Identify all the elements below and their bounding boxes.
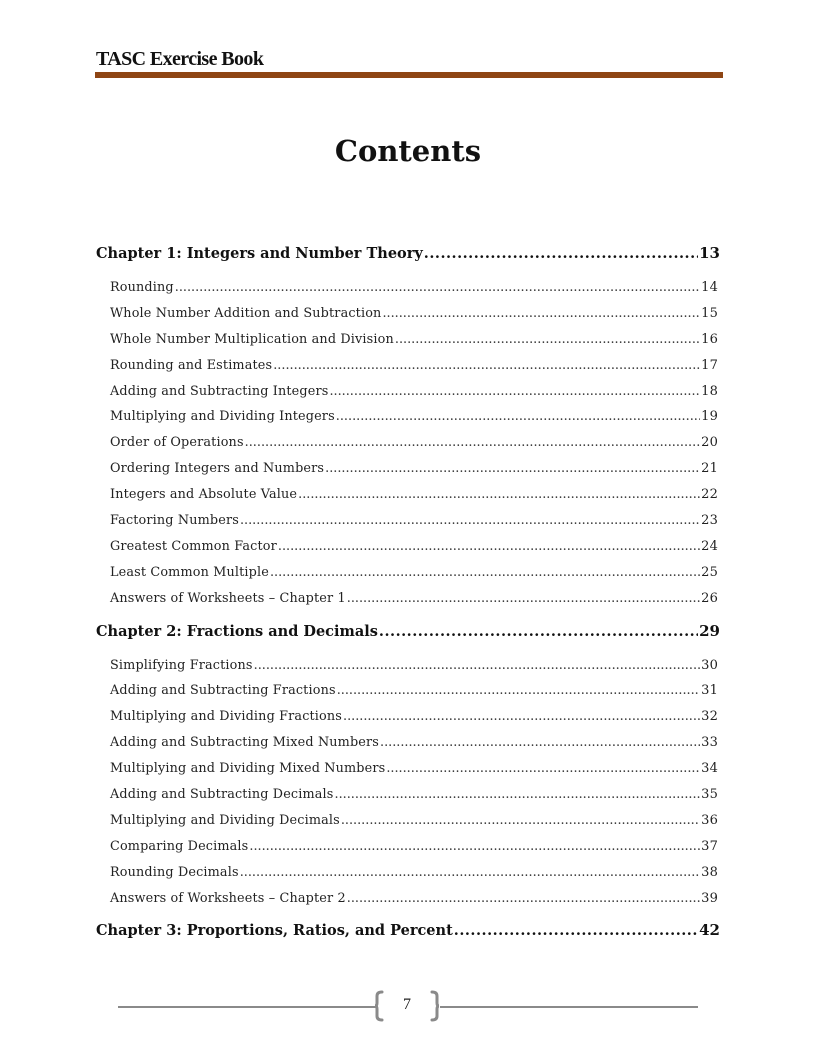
dot-leader (347, 886, 700, 912)
dot-leader (379, 619, 698, 644)
toc-entry[interactable] (96, 586, 720, 612)
entry-page: 21 (701, 461, 718, 477)
toc-entry[interactable] (96, 456, 720, 482)
entry-title: Rounding (110, 280, 174, 295)
entry-title: Answers of Worksheets – Chapter 1 (110, 590, 346, 606)
entry-title: Whole Number Multiplication and Division (110, 331, 394, 347)
chapter-page: 13 (699, 244, 720, 262)
toc-entry[interactable] (96, 808, 720, 834)
dot-leader (424, 241, 698, 266)
entry-title: Whole Number Addition and Subtraction (110, 305, 382, 321)
entry-page: 32 (701, 709, 718, 725)
dot-leader (249, 834, 700, 860)
toc-entry[interactable] (96, 327, 720, 353)
entry-page: 38 (701, 864, 718, 880)
toc-chapter-1[interactable] (96, 240, 720, 266)
entry-title: Multiplying and Dividing Mixed Numbers (110, 761, 386, 777)
dot-leader (395, 327, 700, 353)
dot-leader (335, 782, 701, 808)
entry-title: Rounding Decimals (110, 864, 239, 880)
toc-entry[interactable] (96, 860, 720, 886)
toc-entry[interactable] (96, 404, 720, 430)
entry-title: Multiplying and Dividing Fractions (110, 709, 343, 725)
header-rule (95, 72, 723, 78)
entry-page: 30 (701, 657, 718, 673)
entry-page: 18 (701, 383, 718, 399)
entry-page: 39 (701, 890, 718, 906)
toc-entry[interactable] (96, 756, 720, 782)
page-title: Contents (334, 134, 482, 168)
entry-page: 37 (701, 838, 718, 854)
entry-title: Simplifying Fractions (110, 657, 253, 673)
right-brace-icon (430, 990, 440, 1022)
header-title: TASC Exercise Book (96, 48, 264, 70)
entry-page: 26 (701, 590, 718, 606)
toc-chapter-3[interactable] (96, 917, 720, 943)
dot-leader (245, 430, 700, 456)
chapter-page: 29 (699, 621, 720, 640)
toc-chapter-2[interactable] (96, 618, 720, 644)
left-brace-icon (374, 990, 384, 1022)
entry-title: Least Common Multiple (110, 564, 269, 580)
table-of-contents (96, 240, 720, 943)
entry-page: 16 (701, 331, 718, 347)
dot-leader (336, 404, 700, 430)
toc-entry[interactable] (96, 704, 720, 730)
footer-rule-right (440, 1006, 698, 1008)
dot-leader (343, 704, 700, 730)
toc-entry[interactable] (96, 275, 720, 301)
chapter-title: Chapter 1: Integers and Number Theory (96, 245, 423, 262)
entry-page: 19 (701, 409, 718, 425)
entry-title: Greatest Common Factor (110, 538, 277, 554)
entry-page: 33 (701, 735, 718, 751)
entry-page: 17 (701, 357, 718, 373)
entry-page: 23 (701, 513, 718, 529)
entry-page: 15 (701, 305, 718, 321)
dot-leader (380, 730, 700, 756)
entry-page: 34 (701, 761, 718, 777)
entry-page: 36 (701, 812, 718, 828)
entry-title: Comparing Decimals (110, 838, 249, 854)
toc-entry[interactable] (96, 730, 720, 756)
chapter-title: Chapter 3: Proportions, Ratios, and Percent (96, 922, 453, 940)
toc-entry[interactable] (96, 353, 720, 379)
dot-leader (175, 275, 700, 301)
entry-title: Answers of Worksheets – Chapter 2 (110, 890, 346, 906)
entry-title: Adding and Subtracting Decimals (110, 787, 334, 803)
dot-leader (298, 482, 700, 508)
dot-leader (254, 653, 701, 679)
entry-page: 20 (701, 435, 718, 451)
chapter-title: Chapter 2: Fractions and Decimals (96, 622, 378, 640)
dot-leader (341, 808, 700, 834)
toc-entry[interactable] (96, 379, 720, 405)
toc-entry[interactable] (96, 834, 720, 860)
dot-leader (382, 301, 700, 327)
entry-page: 22 (701, 487, 718, 503)
entry-title: Adding and Subtracting Integers (110, 383, 329, 399)
page-number: 7 (403, 996, 411, 1013)
dot-leader (240, 508, 700, 534)
toc-entry[interactable] (96, 782, 720, 808)
entry-page: 31 (701, 683, 718, 699)
dot-leader (240, 860, 700, 886)
entry-title: Adding and Subtracting Mixed Numbers (110, 735, 380, 751)
toc-entry[interactable] (96, 560, 720, 586)
entry-title: Adding and Subtracting Fractions (110, 683, 336, 699)
entry-title: Multiplying and Dividing Integers (110, 409, 335, 425)
entry-title: Order of Operations (110, 435, 244, 451)
toc-entry[interactable] (96, 534, 720, 560)
dot-leader (278, 534, 700, 560)
toc-entry[interactable] (96, 886, 720, 912)
entry-title: Factoring Numbers (110, 513, 239, 529)
toc-entry[interactable] (96, 430, 720, 456)
toc-entry[interactable] (96, 482, 720, 508)
entry-title: Rounding and Estimates (110, 357, 273, 373)
dot-leader (347, 586, 700, 612)
toc-entry[interactable] (96, 678, 720, 704)
dot-leader (325, 456, 700, 482)
entry-title: Integers and Absolute Value (110, 487, 298, 503)
entry-title: Multiplying and Dividing Decimals (110, 812, 340, 828)
entry-page: 35 (701, 787, 718, 803)
toc-entry[interactable] (96, 301, 720, 327)
entry-page: 14 (701, 280, 718, 295)
entry-page: 24 (701, 538, 718, 554)
dot-leader (386, 756, 700, 782)
dot-leader (273, 353, 700, 379)
entry-page: 25 (701, 564, 718, 580)
dot-leader (270, 560, 700, 586)
chapter-page: 42 (699, 921, 720, 940)
footer-rule-left (118, 1006, 378, 1008)
dot-leader (454, 918, 698, 943)
entry-title: Ordering Integers and Numbers (110, 461, 325, 477)
dot-leader (329, 379, 700, 405)
toc-entry[interactable] (96, 653, 720, 679)
toc-entry[interactable] (96, 508, 720, 534)
dot-leader (337, 678, 700, 704)
